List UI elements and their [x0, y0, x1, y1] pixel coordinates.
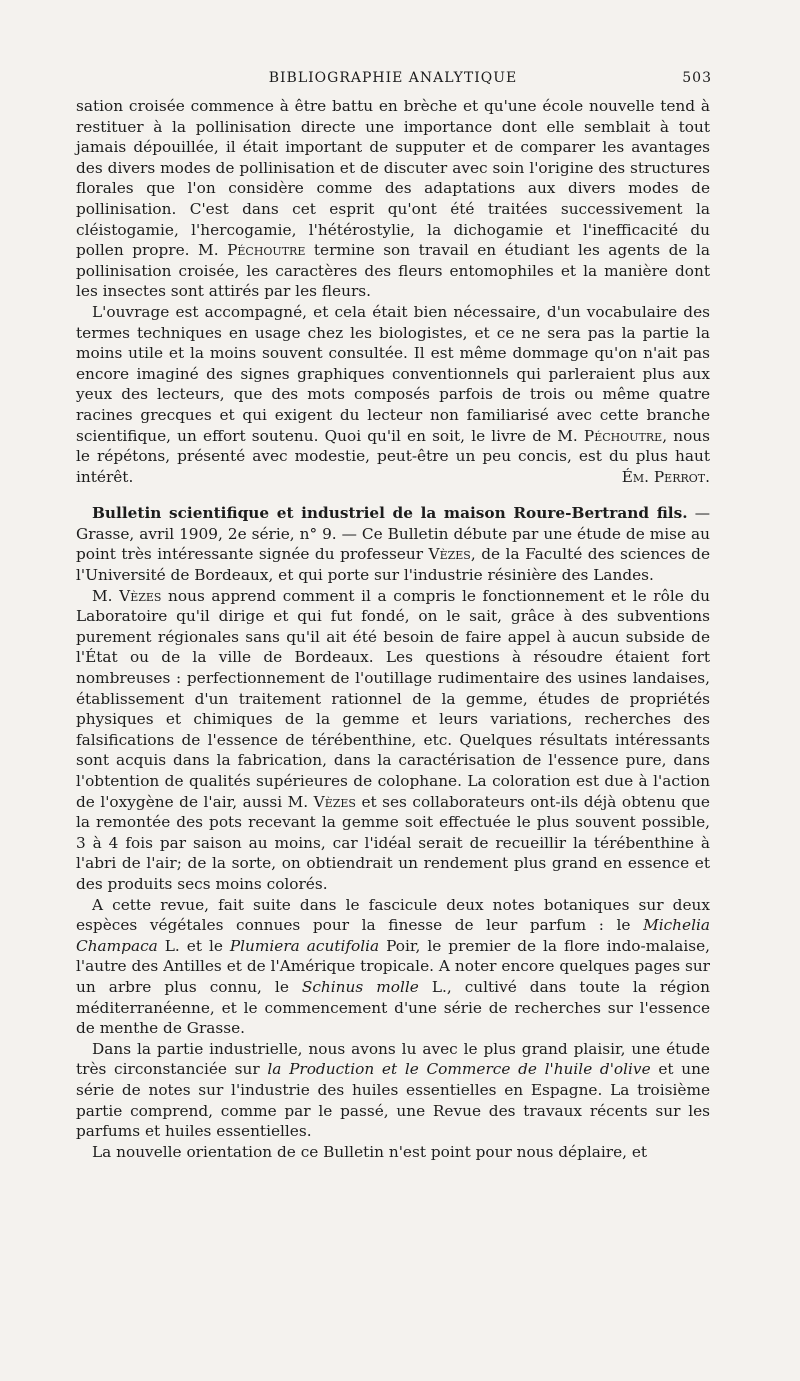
review-roure-bertrand: [76, 503, 710, 1162]
review-pechoutre: [76, 96, 710, 487]
text-run: et ses collaborateurs ont-ils déjà obtenu que la remontée des pots recevant la gemme soit effectuée le plus souvent possible, 3 à 4 fois par saison au moins, car l'idéal serait de recueillir la térébenthine à l'abri de l'air; de la sorte, on obtiendrait un rendement plus grand en essence et des produits secs moins colorés.: [76, 792, 710, 893]
species-name: Plumiera acutifolia: [229, 936, 380, 955]
paragraph: [76, 586, 710, 895]
paragraph: [76, 96, 710, 302]
running-title: BIBLIOGRAPHIE ANALYTIQUE: [268, 70, 518, 86]
text-run: sation croisée commence à être battu en brèche et qu'une école nouvelle tend à restituer à la pollinisation directe une importance dont elle semblait à tout jamais dépouillée, il était important de supputer et de comparer les avantages des divers modes de pollinisation et de discuter avec soin l'origine des structures florales que l'on considère comme des adaptations aux divers modes de pollinisation. C'est dans cet esprit qu'ont été traitées successivement la cléistogamie, l'hercogamie, l'hétérostylie, la dichogamie et l'inefficacité du pollen propre. M.: [76, 97, 710, 260]
paragraph: [76, 895, 710, 1039]
study-title: la Production et le Commerce de l'huile d'olive: [267, 1060, 651, 1079]
author-name: Vèzes: [428, 545, 471, 564]
text-run: , de la Faculté des sciences de l'Université de Bordeaux, et qui porte sur l'industrie résinière des Landes.: [76, 545, 710, 585]
text-run: A cette revue, fait suite dans le fascicule deux notes botaniques sur deux espèces végétales connues pour la finesse de leur parfum : le: [76, 895, 710, 935]
text-run: nous apprend comment il a compris le fonctionnement et le rôle du Laboratoire qu'il dirige et qui fut fondé, on le sait, grâce à des subventions purement régionales sans qu'il ait été besoin de faire appel à aucun subside de l'État ou de la ville de Bordeaux. Les questions à résoudre étaient fort nombreuses : perfectionnement de l'outillage rudimentaire des usines landaises, établissement d'un traitement rationnel de la gemme, études de propriétés physiques et chimiques de la gemme et leurs variations, recherches des falsifications de l'essence de térébenthine, etc. Quelques résultats intéressants sont acquis dans la fabrication, dans la caractérisation de l'essence pure, dans l'obtention de qualités supérieures de colophane. La coloration est due à l'action de l'oxygène de l'air, aussi M.: [76, 586, 710, 811]
text-run: L. et le: [164, 936, 223, 955]
text-run: L'ouvrage est accompagné, et cela était bien nécessaire, d'un vocabulaire des termes techniques en usage chez les biologistes, et ce ne sera pas la partie la moins utile et la moins souvent consultée. Il est même dommage qu'on n'ait pas encore imaginé des signes graphiques conventionnels qui parleraient plus aux yeux des lecteurs, que des mots composés parfois de trois ou même quatre racines grecques et qui exigent du lecteur non familiarisé avec cette branche scientifique, un effort soutenu. Quoi qu'il en soit, le livre de M.: [76, 302, 710, 445]
paragraph: [76, 1142, 710, 1163]
author-name: Vèzes: [119, 586, 162, 605]
species-name: Schinus molle: [301, 977, 419, 996]
text-run: termine son travail en étudiant les agents de la pollinisation croisée, les caractères des fleurs entomophiles et la manière dont les insectes sont attirés par les fleurs.: [76, 241, 710, 301]
text-run: , nous le répétons, présenté avec modestie, peut-être un peu concis, est du plus haut intérêt.: [76, 426, 710, 486]
text-run: et une série de notes sur l'industrie des huiles essentielles en Espagne. La troisième partie comprend, comme par le passé, une Revue des travaux récents sur les parfums et huiles essentielles.: [76, 1060, 710, 1141]
paragraph: [76, 1039, 710, 1142]
text-run: — Grasse, avril 1909, 2e série, n° 9. — Ce Bulletin débute par une étude de mise au point très intéressante signée du professeur: [76, 504, 710, 564]
author-name: Péchoutre: [583, 426, 663, 445]
running-header: [76, 70, 710, 96]
text-run: Poir, le premier de la flore indo-malaise, l'autre des Antilles et de l'Amérique tropicale. A noter encore quelques pages sur un arbre plus connu, le: [76, 936, 710, 996]
text-run: Dans la partie industrielle, nous avons lu avec le plus grand plaisir, une étude très circonstanciée sur: [76, 1039, 710, 1079]
text-run: La nouvelle orientation de ce Bulletin n'est point pour nous déplaire, et: [92, 1142, 648, 1161]
text-run: M.: [92, 586, 113, 605]
author-name: Vèzes: [313, 792, 356, 811]
species-name: Michelia Champaca: [76, 916, 710, 955]
text-run: L., cultivé dans toute la région méditerranéenne, et le commencement d'une série de recherches sur l'essence de menthe de Grasse.: [76, 977, 710, 1038]
author-name: Péchoutre: [227, 241, 306, 260]
reviewer-signature: Ém. Perrot.: [621, 467, 710, 486]
page-number: 503: [682, 70, 712, 86]
paragraph: [76, 503, 710, 585]
review-title: Bulletin scientifique et industriel de la maison Roure-Bertrand fils.: [92, 504, 688, 523]
paragraph: [76, 302, 710, 487]
document-page: [76, 70, 710, 1162]
